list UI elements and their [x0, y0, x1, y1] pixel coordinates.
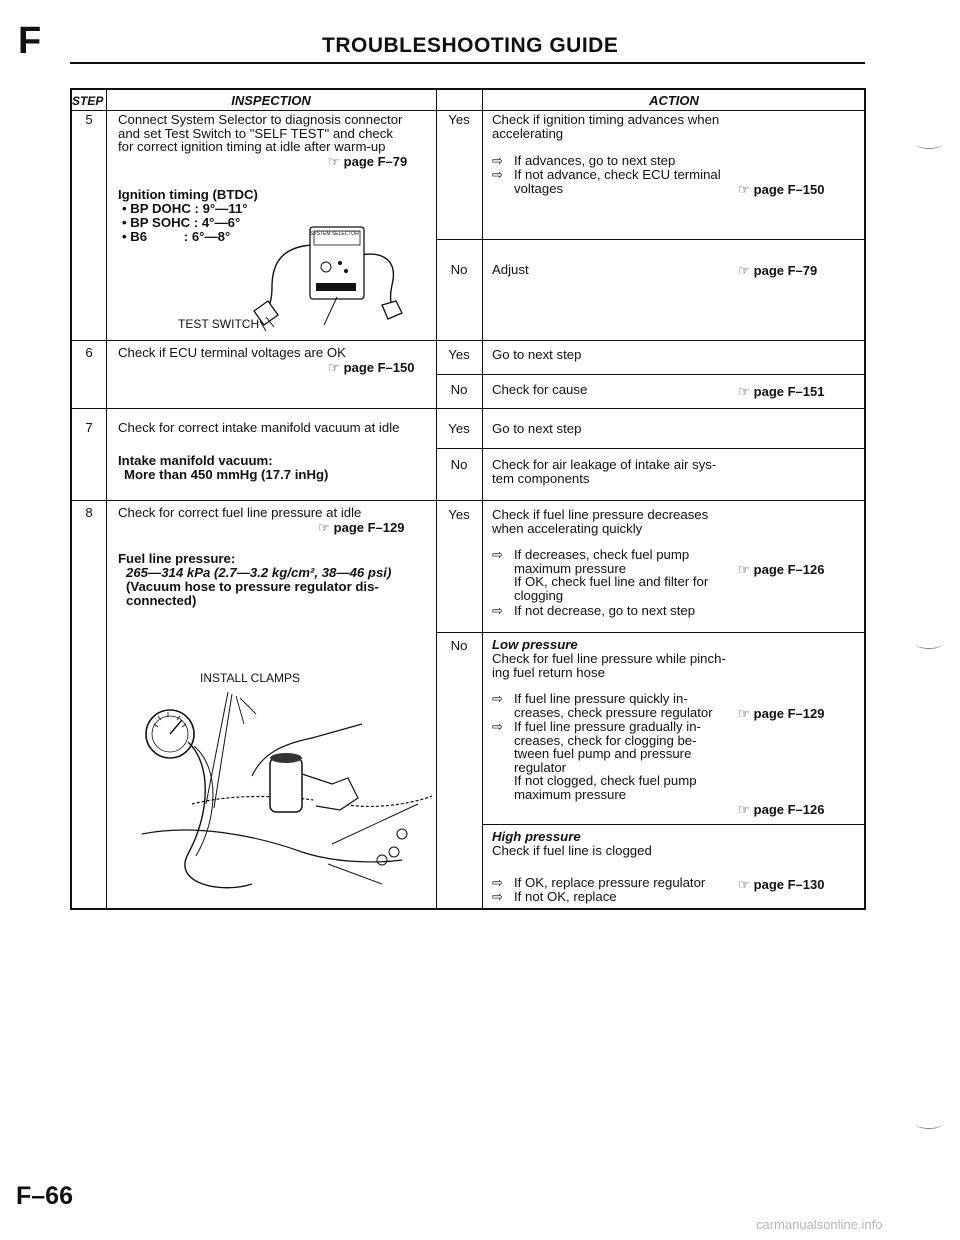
page-reference: ☞ page F–150: [738, 182, 825, 197]
answer-no: No: [450, 382, 468, 397]
test-switch-label: TEST SWITCH: [178, 317, 260, 331]
row-divider: [72, 340, 864, 341]
header-row-divider: [72, 110, 864, 111]
action-text: Go to next step: [492, 347, 582, 362]
action-text: Check if fuel line is clogged: [492, 843, 652, 858]
action-text: Check if fuel line pressure decreases when accelerating quickly: [492, 507, 709, 536]
low-pressure-heading: Low pressure: [492, 637, 578, 652]
inspection-text: Check for correct intake manifold vacuum at idle: [118, 420, 400, 435]
page-reference: ☞ page F–126: [738, 562, 825, 577]
low-high-divider: [482, 824, 864, 825]
action-bullet: If advances, go to next step: [514, 153, 676, 168]
bullet-arrow-icon: ⇨: [492, 547, 503, 562]
step-number: 6: [85, 345, 93, 360]
page-reference: ☞ page F–130: [738, 877, 825, 892]
bullet-arrow-icon: ⇨: [492, 719, 503, 734]
reference-icon: ☞: [738, 384, 750, 399]
answer-yes: Yes: [448, 112, 470, 127]
bullet-arrow-icon: ⇨: [492, 603, 503, 618]
inspection-text: Check if ECU terminal voltages are OK: [118, 345, 346, 360]
row-divider: [72, 500, 864, 501]
action-bullet: If decreases, check fuel pump maximum pressure If OK, check fuel line and filter for clogging: [514, 547, 709, 603]
action-bullet: If fuel line pressure quickly in- creases, check pressure regulator: [514, 691, 713, 720]
troubleshooting-table: [70, 88, 866, 910]
column-header-action: ACTION: [649, 93, 699, 108]
bullet-arrow-icon: ⇨: [492, 153, 503, 168]
section-letter: F: [18, 20, 42, 62]
step-number: 7: [85, 420, 93, 435]
column-divider: [106, 90, 107, 908]
column-header-inspection: INSPECTION: [231, 93, 311, 108]
spec-line: connected): [126, 593, 197, 608]
margin-mark: [916, 140, 942, 149]
yes-no-divider: [436, 448, 864, 449]
spec-title: Ignition timing (BTDC): [118, 187, 258, 202]
row-divider: [72, 408, 864, 409]
column-header-step: STEP: [72, 94, 104, 108]
spec-line: 265—314 kPa (2.7—3.2 kg/cm², 38—46 psi): [126, 565, 392, 580]
page-title: TROUBLESHOOTING GUIDE: [322, 34, 619, 57]
reference-icon: ☞: [318, 520, 330, 535]
action-bullet: If OK, replace pressure regulator: [514, 875, 706, 890]
page-reference: ☞ page F–129: [738, 706, 825, 721]
page-reference: ☞ page F–129: [318, 520, 405, 535]
page-reference: ☞ page F–126: [738, 802, 825, 817]
action-text: Check for fuel line pressure while pinch- ing fuel return hose: [492, 651, 726, 680]
answer-no: No: [450, 262, 468, 277]
reference-icon: ☞: [328, 154, 340, 169]
action-bullet: If not advance, check ECU terminal voltages: [514, 167, 721, 196]
spec-line: • B6 : 6°—8°: [122, 229, 231, 244]
high-pressure-heading: High pressure: [492, 829, 581, 844]
action-bullet: If not OK, replace: [514, 889, 617, 904]
reference-icon: ☞: [328, 360, 340, 375]
action-text: Go to next step: [492, 421, 582, 436]
watermark: carmanualsonline.info: [756, 1217, 883, 1232]
page-reference: ☞ page F–79: [738, 263, 818, 278]
spec-line: More than 450 mmHg (17.7 inHg): [124, 467, 329, 482]
answer-yes: Yes: [448, 507, 470, 522]
yes-no-divider: [436, 632, 864, 633]
spec-title: Intake manifold vacuum:: [118, 453, 273, 468]
action-bullet: If fuel line pressure gradually in- creases, check for clogging be- tween fuel pump and pressure regulator If not clogged, check fuel pump maximum pressure: [514, 719, 701, 802]
page-number: F–66: [16, 1182, 73, 1210]
page-reference: ☞ page F–79: [328, 154, 408, 169]
action-text: Check for air leakage of intake air sys- tem components: [492, 457, 717, 486]
column-divider: [436, 90, 437, 908]
reference-icon: ☞: [738, 802, 750, 817]
device-label: SYSTEM SELECTOR: [310, 231, 359, 237]
reference-icon: ☞: [738, 877, 750, 892]
reference-icon: ☞: [738, 263, 750, 278]
spec-title: Fuel line pressure:: [118, 551, 236, 566]
step-number: 8: [85, 505, 93, 520]
step-number: 5: [85, 112, 93, 127]
action-bullet: If not decrease, go to next step: [514, 603, 696, 618]
spec-line: • BP DOHC : 9°—11°: [122, 201, 248, 216]
answer-no: No: [450, 638, 468, 653]
yes-no-divider: [436, 239, 864, 240]
answer-yes: Yes: [448, 347, 470, 362]
answer-no: No: [450, 457, 468, 472]
inspection-text: Connect System Selector to diagnosis connector and set Test Switch to "SELF TEST" and check for correct ignition timing at idle after warm-up: [118, 112, 403, 154]
bullet-arrow-icon: ⇨: [492, 691, 503, 706]
install-clamps-label: INSTALL CLAMPS: [200, 671, 301, 685]
action-text: Check if ignition timing advances when accelerating: [492, 112, 720, 141]
page-reference: ☞ page F–151: [738, 384, 825, 399]
margin-mark: [916, 1120, 942, 1129]
reference-icon: ☞: [738, 182, 750, 197]
bullet-arrow-icon: ⇨: [492, 889, 503, 904]
bullet-arrow-icon: ⇨: [492, 875, 503, 890]
margin-mark: [916, 640, 942, 649]
action-text: Adjust: [492, 262, 529, 277]
reference-icon: ☞: [738, 706, 750, 721]
spec-line: (Vacuum hose to pressure regulator dis-: [126, 579, 379, 594]
reference-icon: ☞: [738, 562, 750, 577]
yes-no-divider: [436, 374, 864, 375]
action-text: Check for cause: [492, 382, 588, 397]
inspection-text: Check for correct fuel line pressure at idle: [118, 505, 362, 520]
spec-line: • BP SOHC : 4°—6°: [122, 215, 241, 230]
answer-yes: Yes: [448, 421, 470, 436]
bullet-arrow-icon: ⇨: [492, 167, 503, 182]
header-rule: [70, 62, 865, 64]
column-divider: [482, 90, 483, 908]
page-reference: ☞ page F–150: [328, 360, 415, 375]
